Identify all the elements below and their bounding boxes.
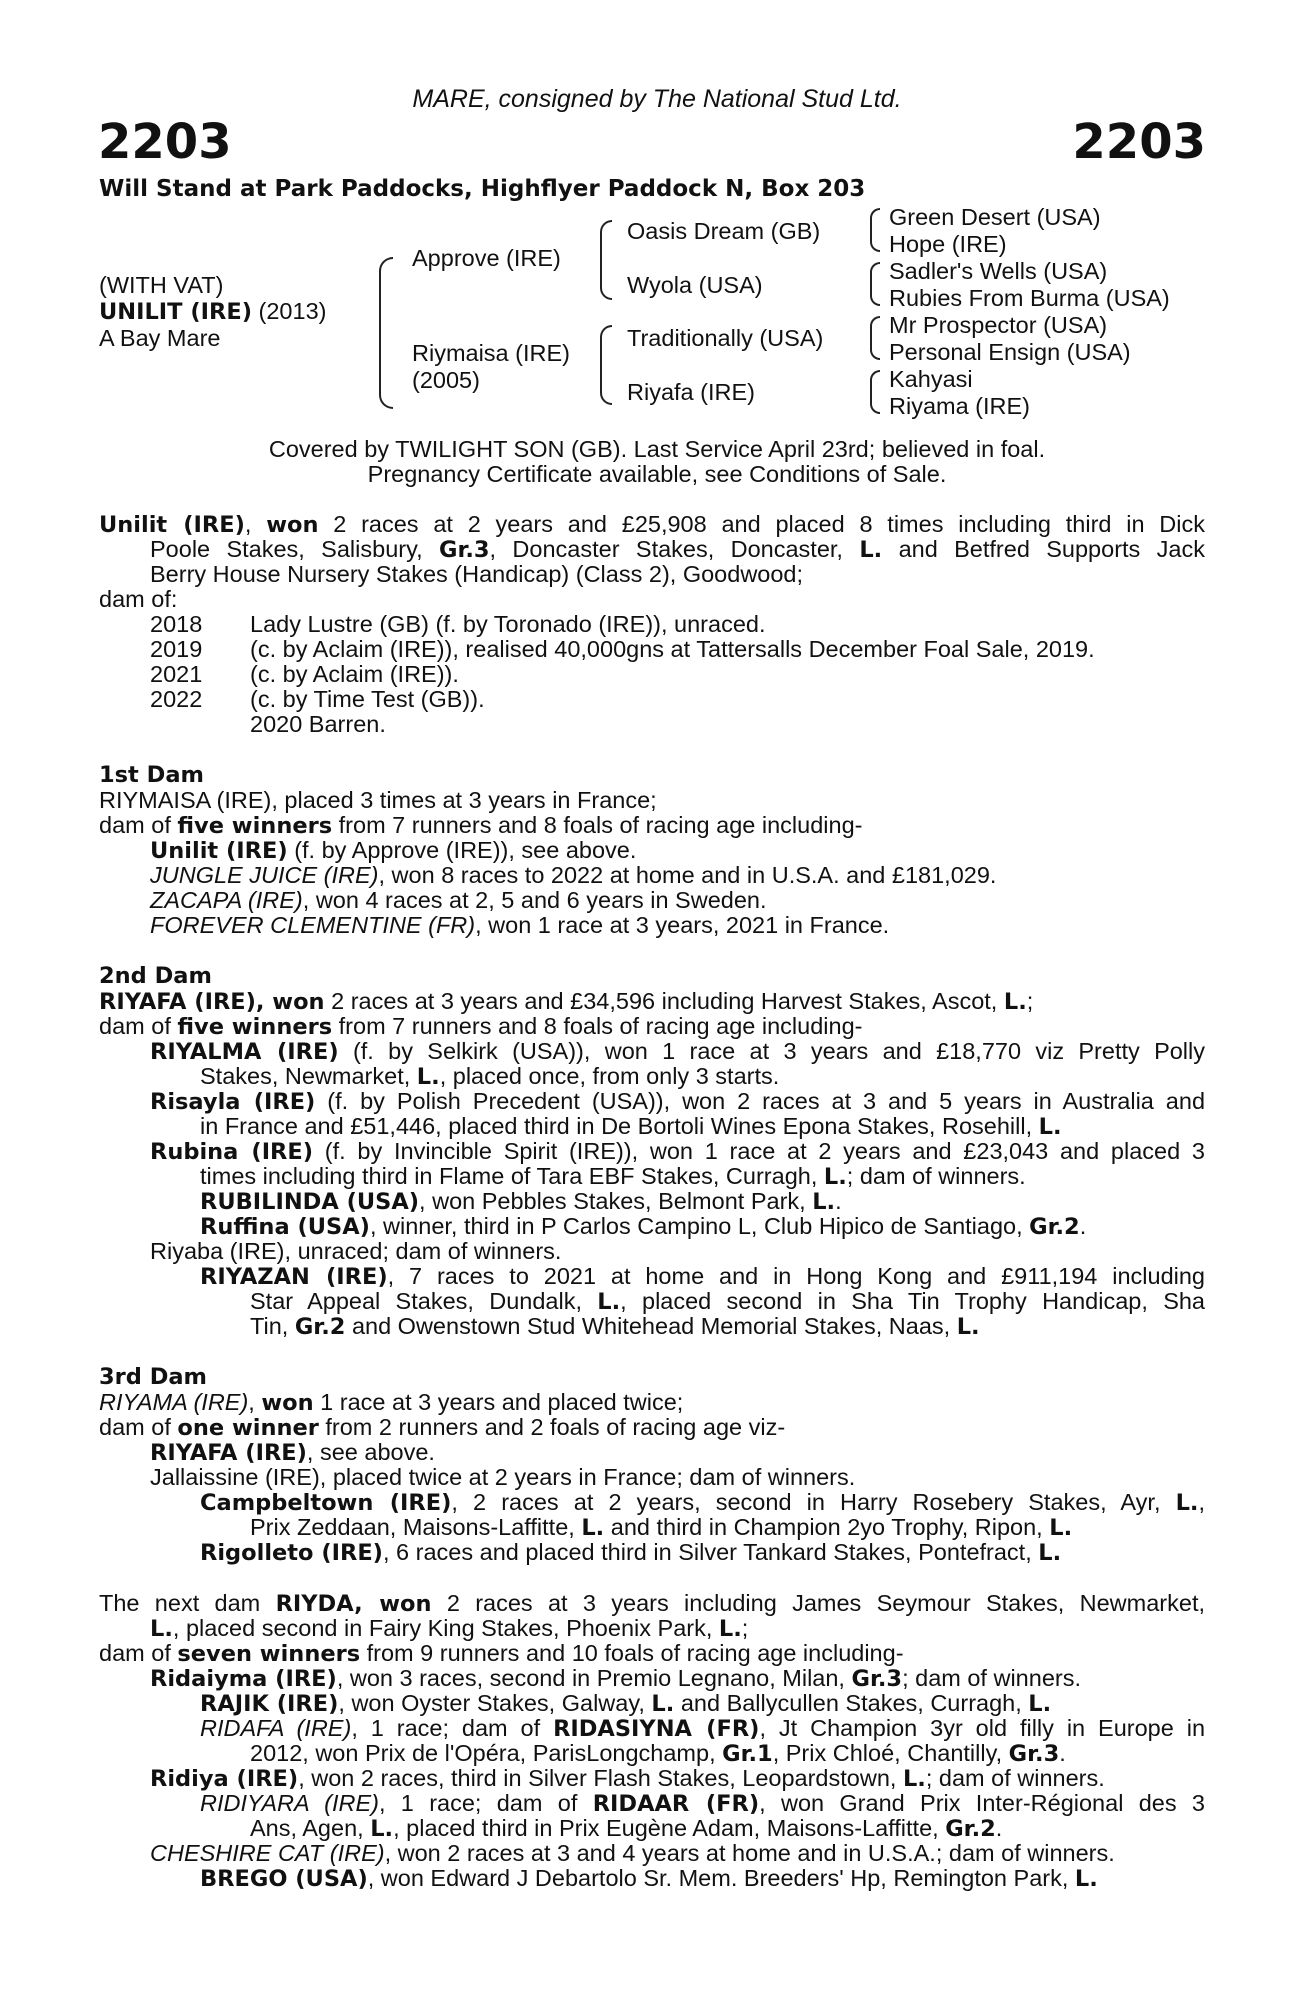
- t: , placed second in Fairy King Stakes, Phoenix Park,: [172, 1615, 713, 1641]
- won: won: [261, 1390, 314, 1416]
- pedigree-gs4: Riyafa (IRE): [627, 379, 755, 405]
- horse: Rubina (IRE): [150, 1139, 314, 1165]
- produce-text-3: (c. by Aclaim (IRE)).: [250, 661, 459, 687]
- pedigree-gs3: Traditionally (USA): [627, 325, 824, 351]
- dam2-line-2: [99, 1014, 862, 1041]
- next-line-2: [150, 1616, 748, 1643]
- t: ,: [248, 1389, 255, 1415]
- record-name: Unilit (IRE): [99, 512, 245, 538]
- listed: L.: [150, 1616, 173, 1642]
- horse: Campbeltown (IRE): [200, 1490, 452, 1516]
- t: 1 race at 3 years and placed twice;: [320, 1389, 684, 1415]
- pedigree-brace-5: [870, 262, 880, 306]
- next-line-11: [150, 1841, 1115, 1867]
- dam1-line-1: RIYMAISA (IRE), placed 3 times at 3 years in France;: [99, 787, 657, 813]
- t: in France and £51,446, placed third in De Bortoli Wines Epona Stakes, Rosehill,: [200, 1113, 1033, 1139]
- t: Stakes, Newmarket,: [200, 1063, 411, 1089]
- t: .: [1059, 1740, 1066, 1766]
- horse-year: (2013): [258, 298, 327, 324]
- grade: Gr.3: [851, 1666, 903, 1692]
- dam2-line-10: [200, 1214, 1086, 1241]
- record-line-3: Berry House Nursery Stakes (Handicap) (Class 2), Goodwood;: [150, 561, 804, 587]
- listed: L.: [1049, 1515, 1073, 1541]
- listed: L.: [651, 1691, 675, 1717]
- horse-name-line: [99, 298, 326, 325]
- pedigree-ggs-7: Kahyasi: [889, 366, 973, 392]
- record-won: won: [266, 512, 319, 538]
- t: , won 3 races, second in Premio Legnano, Milan,: [336, 1665, 845, 1691]
- dam2-line-7: [150, 1139, 1205, 1166]
- vat-note: (WITH VAT): [99, 272, 224, 298]
- dam3-line-3: [150, 1440, 435, 1467]
- consignor-line: MARE, consigned by The National Stud Ltd.: [412, 85, 902, 113]
- t: , Prix Chloé, Chantilly,: [772, 1740, 1003, 1766]
- pedigree-ggs-8: Riyama (IRE): [889, 393, 1031, 419]
- produce-year-2: 2019: [150, 636, 203, 662]
- pedigree-gs2: Wyola (USA): [627, 272, 763, 298]
- t: , Jt Champion 3yr old filly in Europe in: [759, 1715, 1206, 1741]
- produce-year-3: 2021: [150, 661, 203, 687]
- dam2-line-12: [200, 1264, 1205, 1291]
- t: and Ballycullen Stakes, Curragh,: [680, 1690, 1022, 1716]
- t: (f. by Selkirk (USA)), won 1 race at 3 years and £18,770 viz Pretty Polly: [352, 1038, 1206, 1064]
- next-line-5: [200, 1691, 1051, 1718]
- pedigree-ggs-3: Sadler's Wells (USA): [889, 258, 1108, 284]
- t: ;: [1026, 988, 1034, 1014]
- dam2-line-14: [250, 1314, 980, 1341]
- t: , 1 race; dam of: [378, 1790, 578, 1816]
- t: from 9 runners and 10 foals of racing age including-: [366, 1640, 904, 1666]
- t: .: [835, 1188, 842, 1214]
- t: and Owenstown Stud Whitehead Memorial Stakes, Naas,: [351, 1313, 951, 1339]
- t: , 7 races to 2021 at home and in Hong Kong and £911,194 including: [387, 1263, 1205, 1289]
- t: ,: [1198, 1489, 1206, 1515]
- record-line-1: Unilit (IRE), won 2 races at 2 years and £25,908 and placed 8 times including third in Dick: [99, 511, 1205, 538]
- pedigree-ggs-2: Hope (IRE): [889, 231, 1007, 257]
- record-line-2: [150, 537, 1205, 564]
- dam1-heading: 1st Dam: [99, 762, 204, 788]
- horse: RIDASIYNA (FR): [553, 1716, 760, 1742]
- grade: Gr.2: [1029, 1214, 1080, 1240]
- listed: L.: [416, 1064, 440, 1090]
- horse: RUBILINDA (USA): [200, 1189, 420, 1215]
- pedigree-dam: Riymaisa (IRE): [412, 340, 570, 366]
- pedigree-sire: Approve (IRE): [412, 245, 561, 271]
- t: and third in Champion 2yo Trophy, Ripon,: [610, 1514, 1043, 1540]
- horse: RIYAMA (IRE): [99, 1389, 249, 1415]
- dam1-line-3: [150, 838, 636, 865]
- t: 2012, won Prix de l'Opéra, ParisLongchamp,: [250, 1740, 716, 1766]
- listed: L.: [956, 1314, 980, 1340]
- dam2-line-4: [200, 1064, 779, 1091]
- pedigree-dam-year: (2005): [412, 367, 480, 393]
- t: from 7 runners and 8 foals of racing age including-: [338, 812, 863, 838]
- dam2-line-13: [250, 1289, 1205, 1316]
- lot-number-left: 2203: [98, 114, 232, 170]
- produce-text-2: (c. by Aclaim (IRE)), realised 40,000gns at Tattersalls December Foal Sale, 2019.: [250, 636, 1095, 662]
- next-line-12: [200, 1866, 1098, 1893]
- listed: L.: [581, 1515, 605, 1541]
- pedigree-gs1: Oasis Dream (GB): [627, 218, 821, 244]
- listed: L.: [1003, 989, 1027, 1015]
- produce-text-1: Lady Lustre (GB) (f. by Toronado (IRE)), unraced.: [250, 611, 766, 637]
- t: from 7 runners and 8 foals of racing age including-: [338, 1013, 863, 1039]
- pedigree-brace-3: [600, 325, 612, 405]
- t: Ans, Agen,: [250, 1815, 364, 1841]
- listed: L.: [1028, 1691, 1052, 1717]
- pedigree-brace-1: [379, 257, 393, 409]
- horse: CHESHIRE CAT (IRE): [150, 1840, 385, 1866]
- record-damof: dam of:: [99, 586, 178, 612]
- t: , won Oyster Stakes, Galway,: [338, 1690, 645, 1716]
- listed: L.: [902, 1766, 926, 1792]
- dam3-line-1: [99, 1390, 683, 1417]
- t: dam of: [99, 1640, 171, 1666]
- record-text-1: 2 races at 2 years and £25,908 and placed 8 times including third in Dick: [333, 511, 1205, 537]
- t: , see above.: [306, 1439, 435, 1465]
- t: 2 races at 3 years including James Seymour Stakes, Newmarket,: [446, 1590, 1206, 1616]
- won: , won: [255, 989, 325, 1015]
- listed: L.: [597, 1289, 621, 1315]
- t: , winner, third in P Carlos Campino L, Club Hipico de Santiago,: [369, 1213, 1023, 1239]
- dam1-line-2: [99, 813, 862, 840]
- t: , won Edward J Debartolo Sr. Mem. Breeders' Hp, Remington Park,: [367, 1865, 1069, 1891]
- listed: L.: [370, 1816, 394, 1842]
- listed: L.: [823, 1164, 847, 1190]
- grade: Gr.3: [438, 537, 490, 563]
- pedigree-brace-7: [870, 370, 880, 414]
- horse: RIDAFA (IRE): [200, 1715, 352, 1741]
- grade: Gr.1: [722, 1741, 773, 1767]
- covering-line-1: Covered by TWILIGHT SON (GB). Last Service April 23rd; believed in foal.: [268, 436, 1046, 462]
- t: from 2 runners and 2 foals of racing age viz-: [325, 1414, 786, 1440]
- next-line-4: [150, 1666, 1081, 1693]
- t: , placed once, from only 3 starts.: [439, 1063, 780, 1089]
- winners: one winner: [177, 1415, 319, 1441]
- dam2-line-11: Riyaba (IRE), unraced; dam of winners.: [150, 1238, 562, 1264]
- dam3-heading: 3rd Dam: [99, 1364, 207, 1390]
- horse: RIDAAR (FR): [592, 1791, 760, 1817]
- horse: RIYAZAN (IRE): [200, 1264, 388, 1290]
- t: Poole Stakes, Salisbury,: [150, 536, 423, 562]
- grade: Gr.2: [945, 1816, 996, 1842]
- covering-line-2: Pregnancy Certificate available, see Conditions of Sale.: [367, 461, 947, 487]
- listed: L.: [1038, 1114, 1062, 1140]
- t: dam of: [99, 1414, 171, 1440]
- listed: L.: [1074, 1866, 1098, 1892]
- pedigree-brace-4: [870, 208, 880, 252]
- horse: RIDIYARA (IRE): [200, 1790, 379, 1816]
- next-line-1: [99, 1591, 1205, 1618]
- next-line-7: [250, 1741, 1066, 1768]
- t: ; dam of winners.: [902, 1665, 1081, 1691]
- t: ; dam of winners.: [846, 1163, 1026, 1189]
- produce-year-1: 2018: [150, 611, 203, 637]
- dam2-line-3: [150, 1039, 1205, 1066]
- winners: five winners: [177, 1014, 333, 1040]
- next-line-9: [200, 1791, 1205, 1818]
- horse: Ridaiyma (IRE): [150, 1666, 337, 1692]
- location-line: Will Stand at Park Paddocks, Highflyer Paddock N, Box 203: [99, 176, 866, 202]
- dam1-line-4: [150, 863, 996, 889]
- horse: Unilit (IRE): [150, 838, 288, 864]
- t: ;: [741, 1615, 749, 1641]
- dam1-line-6: [150, 913, 889, 939]
- pedigree-brace-2: [600, 220, 612, 300]
- horse: FOREVER CLEMENTINE (FR): [150, 912, 476, 938]
- horse-name: UNILIT (IRE): [99, 299, 252, 325]
- dam2-line-5: [150, 1089, 1205, 1116]
- listed: L.: [812, 1189, 836, 1215]
- produce-text-5: 2020 Barren.: [250, 711, 386, 737]
- t: , won 1 race at 3 years, 2021 in France.: [475, 912, 890, 938]
- t: Star Appeal Stakes, Dundalk,: [250, 1288, 582, 1314]
- t: , won Grand Prix Inter-Régional des 3: [759, 1790, 1206, 1816]
- t: , 6 races and placed third in Silver Tankard Stakes, Pontefract,: [382, 1539, 1032, 1565]
- listed: L.: [1175, 1490, 1199, 1516]
- grade: Gr.3: [1008, 1741, 1060, 1767]
- dam2-line-1: [99, 989, 1033, 1016]
- t: , won 2 races at 3 and 4 years at home and in U.S.A.; dam of winners.: [384, 1840, 1115, 1866]
- t: ; dam of winners.: [925, 1765, 1105, 1791]
- dam3-line-2: [99, 1415, 785, 1442]
- horse: Rigolleto (IRE): [200, 1540, 383, 1566]
- t: , 2 races at 2 years, second in Harry Rosebery Stakes, Ayr,: [451, 1489, 1161, 1515]
- t: , won 4 races at 2, 5 and 6 years in Sweden.: [302, 887, 767, 913]
- listed: L.: [718, 1616, 742, 1642]
- produce-year-4: 2022: [150, 686, 203, 712]
- pedigree-ggs-4: Rubies From Burma (USA): [889, 285, 1170, 311]
- dam2-line-9: [200, 1189, 842, 1216]
- winners: five winners: [177, 813, 333, 839]
- t: Prix Zeddaan, Maisons-Laffitte,: [250, 1514, 575, 1540]
- horse: BREGO (USA): [200, 1866, 368, 1892]
- produce-text-4: (c. by Time Test (GB)).: [250, 686, 485, 712]
- t: , Doncaster Stakes, Doncaster,: [489, 536, 843, 562]
- t: , placed third in Prix Eugène Adam, Maisons-Laffitte,: [393, 1815, 939, 1841]
- t: .: [1079, 1213, 1087, 1239]
- t: 2 races at 3 years and £34,596 including Harvest Stakes, Ascot,: [331, 988, 998, 1014]
- horse: JUNGLE JUICE (IRE): [150, 862, 379, 888]
- horse: Ridiya (IRE): [150, 1766, 299, 1792]
- t: (f. by Approve (IRE)), see above.: [294, 837, 637, 863]
- next-line-10: [250, 1816, 1002, 1843]
- t: times including third in Flame of Tara EBF Stakes, Curragh,: [200, 1163, 818, 1189]
- horse-description: A Bay Mare: [99, 325, 221, 351]
- pedigree-ggs-6: Personal Ensign (USA): [889, 339, 1131, 365]
- t: dam of: [99, 1013, 171, 1039]
- t: , placed second in Sha Tin Trophy Handicap, Sha: [620, 1288, 1206, 1314]
- dam3-line-7: [200, 1540, 1061, 1567]
- horse: RIYAFA (IRE): [99, 989, 256, 1015]
- t: (f. by Invincible Spirit (IRE)), won 1 race at 2 years and £23,043 and placed 3: [324, 1138, 1205, 1164]
- t: and Betfred Supports Jack: [898, 536, 1205, 562]
- won: , won: [354, 1591, 432, 1617]
- listed: L.: [1038, 1540, 1062, 1566]
- t: The next dam: [99, 1590, 261, 1616]
- t: , won 2 races, third in Silver Flash Stakes, Leopardstown,: [298, 1765, 897, 1791]
- horse: Ruffina (USA): [200, 1214, 370, 1240]
- pedigree-brace-6: [870, 316, 880, 360]
- t: (f. by Polish Precedent (USA)), won 2 races at 3 and 5 years in Australia and: [327, 1088, 1206, 1114]
- t: , won 8 races to 2022 at home and in U.S.A. and £181,029.: [378, 862, 997, 888]
- dam3-line-5: [200, 1490, 1205, 1517]
- grade: Gr.2: [294, 1314, 346, 1340]
- horse: ZACAPA (IRE): [150, 887, 303, 913]
- dam3-line-6: [250, 1515, 1072, 1542]
- t: , won Pebbles Stakes, Belmont Park,: [419, 1188, 806, 1214]
- horse: RIYALMA (IRE): [150, 1039, 339, 1065]
- next-line-3: [99, 1641, 904, 1668]
- dam2-line-6: [200, 1114, 1062, 1141]
- winners: seven winners: [177, 1641, 361, 1667]
- horse: RAJIK (IRE): [200, 1691, 339, 1717]
- pedigree-ggs-1: Green Desert (USA): [889, 204, 1101, 230]
- horse: RIYAFA (IRE): [150, 1440, 307, 1466]
- lot-number-right: 2203: [1072, 114, 1206, 170]
- dam2-heading: 2nd Dam: [99, 963, 212, 989]
- horse: Risayla (IRE): [150, 1089, 316, 1115]
- t: , 1 race; dam of: [351, 1715, 541, 1741]
- dam1-line-5: [150, 888, 767, 914]
- t: Tin,: [250, 1313, 289, 1339]
- listed: L.: [859, 537, 883, 563]
- t: dam of: [99, 812, 171, 838]
- horse: RIYDA: [275, 1591, 355, 1617]
- t: .: [995, 1815, 1003, 1841]
- dam3-line-4: Jallaissine (IRE), placed twice at 2 years in France; dam of winners.: [150, 1464, 856, 1490]
- dam2-line-8: [200, 1164, 1026, 1191]
- next-line-8: [150, 1766, 1105, 1793]
- next-line-6: [200, 1716, 1205, 1743]
- pedigree-ggs-5: Mr Prospector (USA): [889, 312, 1108, 338]
